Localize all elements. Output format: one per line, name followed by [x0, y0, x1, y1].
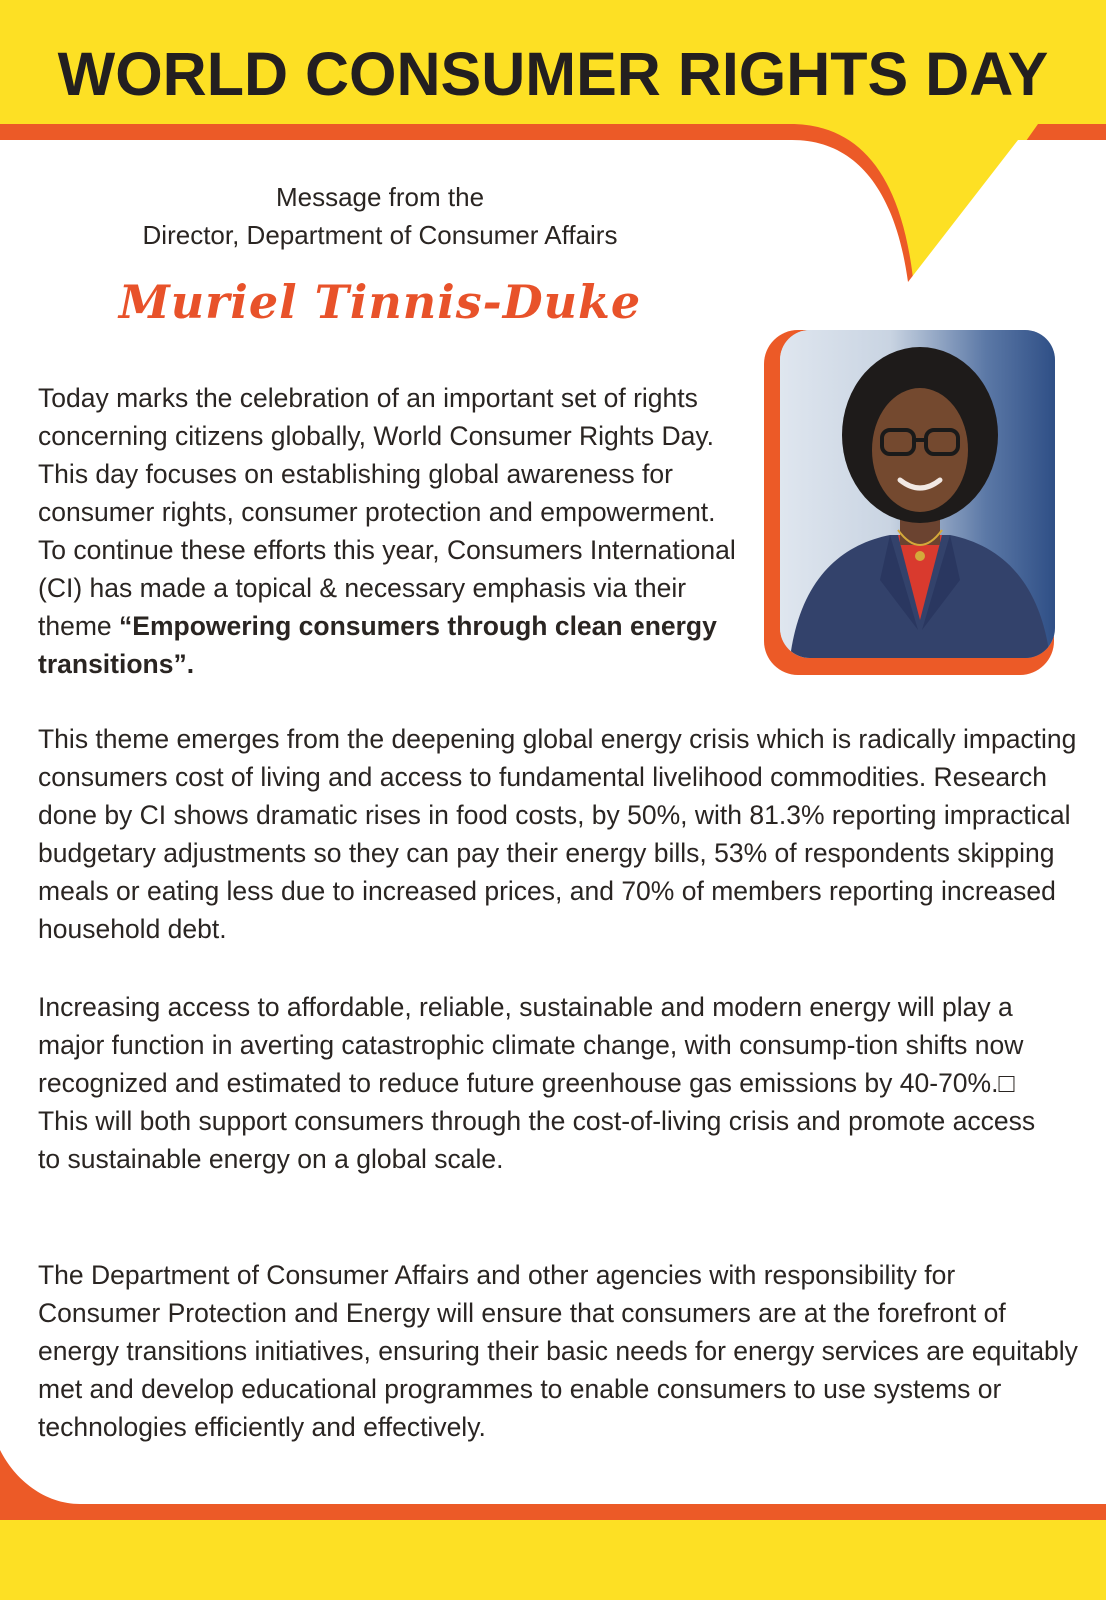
- message-intro: [60, 178, 700, 254]
- paragraph-intro: [38, 379, 738, 683]
- paragraph-intro-text: Today marks the celebration of an important set of rights concerning citizens globally, World Consumer Rights Day. This day focuses on establishing global awareness for consumer rights, consumer protection and empowerment. To continue these efforts this year, Consumers International (CI) has made a topical & necessary emphasis via their theme: [38, 383, 736, 641]
- paragraph-energy-crisis: This theme emerges from the deepening global energy crisis which is radically impacting consumers cost of living and access to fundamental livelihood commodities. Research done by CI shows dramatic rises in food costs, by 50%, with 81.3% reporting impractical budgetary adjustments so they can pay their energy bills, 53% of respondents skipping meals or eating less due to increased prices, and 70% of members reporting increased household debt.: [38, 724, 1077, 944]
- paragraph-department-commitment: The Department of Consumer Affairs and other agencies with responsibility for Consumer Protection and Energy will ensure that consumers are at the forefront of energy transitions initiatives, ensuring their basic needs for energy services are equitably met and develop educational programmes to enable consumers to use systems or technologies efficiently and effectively.: [38, 1260, 1078, 1442]
- intro-line-2: Director, Department of Consumer Affairs: [142, 220, 618, 250]
- intro-line-1: Message from the: [275, 182, 485, 212]
- director-portrait: [780, 330, 1055, 658]
- page-title: WORLD CONSUMER RIGHTS DAY: [57, 40, 1049, 108]
- theme-statement: “Empowering consumers through clean energy transitions”.: [38, 611, 717, 679]
- paragraph-energy-access: Increasing access to affordable, reliable, sustainable and modern energy will play a major function in averting catastrophic climate change, with consump-tion shifts now recognized and estimated to reduce future greenhouse gas emissions by 40-70%.□ This will both support consumers through the cost-of-living crisis and promote access to sustainable energy on a global scale.: [38, 992, 1036, 1174]
- director-signature: Muriel Tinnis-Duke: [118, 275, 642, 329]
- portrait-illustration: [780, 330, 1055, 658]
